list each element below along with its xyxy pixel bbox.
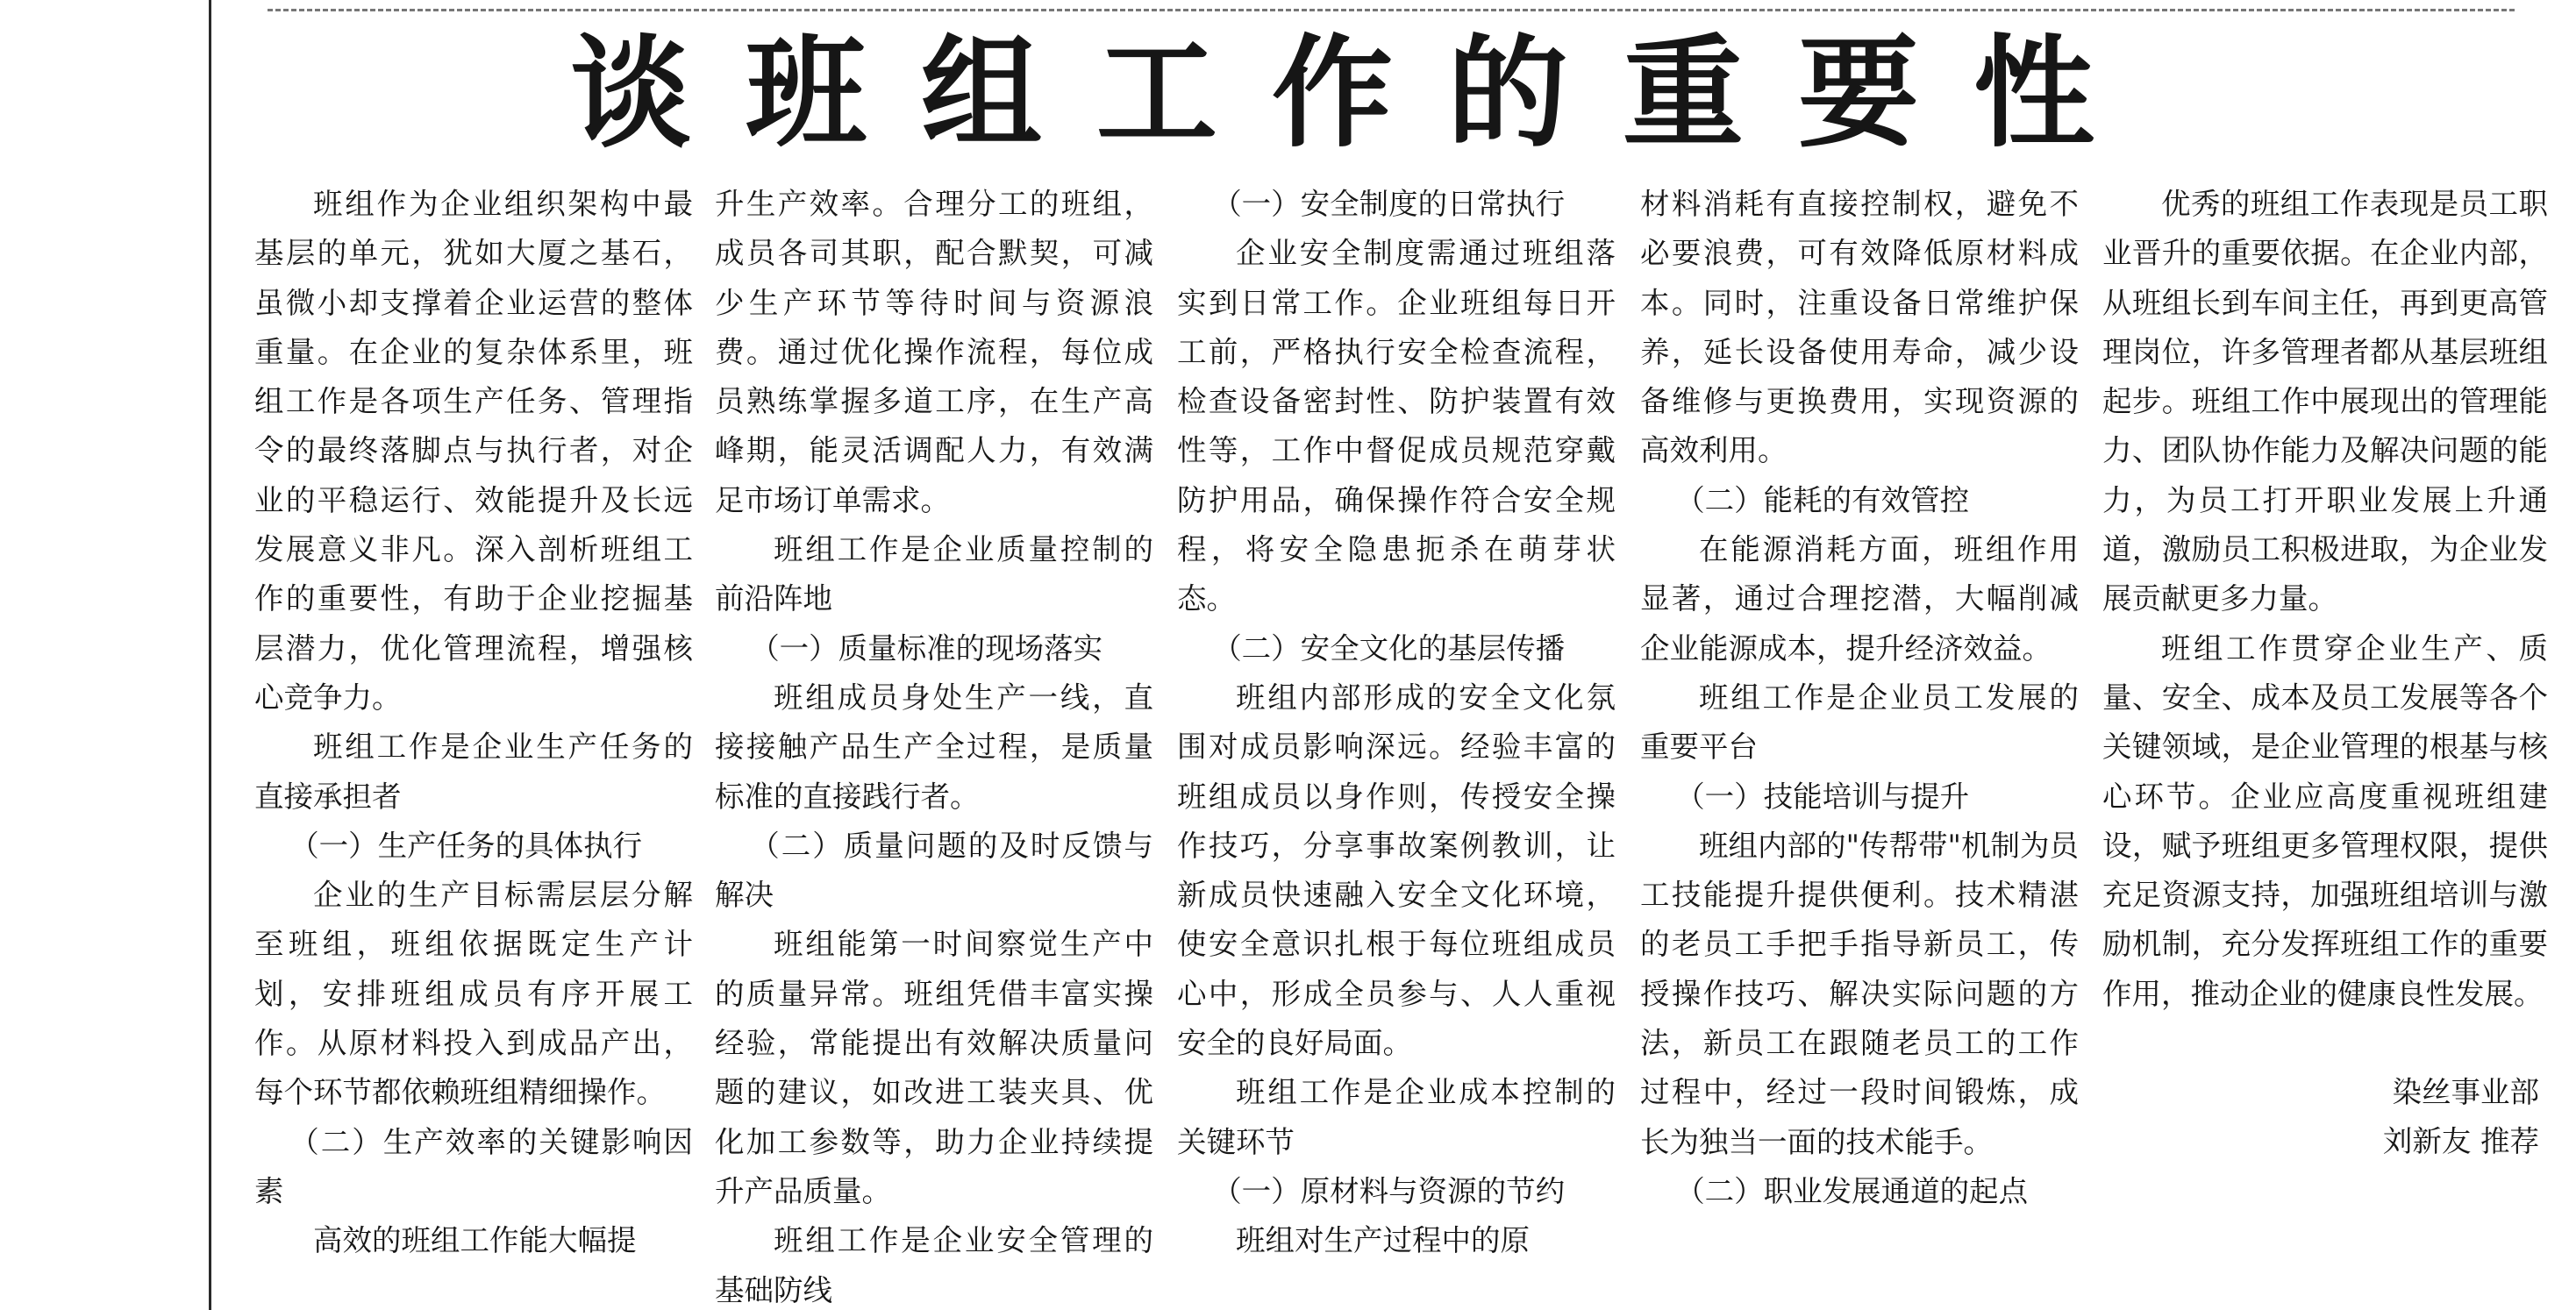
section-heading: 班组工作是企业员工发展的重要平台	[1640, 680, 2079, 765]
subsection-heading: （一）生产任务的具体执行	[289, 828, 643, 863]
paragraph: 班组成员身处生产一线，直接接触产品生产全过程，是质量标准的直接践行者。	[715, 680, 1153, 814]
paragraph: 班组工作贯穿企业生产、质量、安全、成本及员工发展等各个关键领域，是企业管理的根基与核心环节。企业应高度重视班组建设，赋予班组更多管理权限，提供充足资源支持，加强班组培训与激励机制，充分发挥班组工作的重要作用，推动企业的健康良性发展。	[2102, 630, 2548, 1011]
paragraph: 优秀的班组工作表现是员工职业晋升的重要依据。在企业内部，从班组长到车间主任，再到更高管理岗位，许多管理者都从基层班组起步。班组工作中展现出的管理能力、团队协作能力及解决问题的能力，为员工打开职业发展上升通道，激励员工积极进取，为企业发展贡献更多力量。	[2102, 187, 2548, 616]
paragraph-continued: 材料消耗有直接控制权，避免不必要浪费，可有效降低原材料成本。同时，注重设备日常维护保养，延长设备使用寿命，减少设备维修与更换费用，实现资源的高效利用。	[1640, 187, 2079, 468]
column-rule-left	[209, 0, 211, 1310]
article-column-4	[1640, 180, 2079, 1306]
article-column-5-body	[2102, 180, 2548, 1019]
subsection-heading: （二）安全文化的基层传播	[1212, 630, 1566, 666]
subsection-heading: （一）质量标准的现场落实	[750, 630, 1103, 666]
subsection-heading: （二）生产效率的关键影响因素	[254, 1124, 693, 1208]
section-heading: 班组工作是企业质量控制的前沿阵地	[715, 532, 1153, 616]
article-column-1	[254, 180, 693, 1306]
paragraph: 班组能第一时间察觉生产中的质量异常。班组凭借丰富实操经验，常能提出有效解决质量问题的建议，如改进工装夹具、优化加工参数等，助力企业持续提升产品质量。	[715, 927, 1153, 1208]
subsection-heading: （二）职业发展通道的起点	[1675, 1173, 2029, 1208]
paragraph: 高效的班组工作能大幅提	[313, 1223, 637, 1258]
paragraph: 企业的生产目标需层层分解至班组，班组依据既定生产计划，安排班组成员有序开展工作。从原材料投入到成品产出，每个环节都依赖班组精细操作。	[254, 878, 693, 1110]
paragraph: 班组内部的"传帮带"机制为员工技能提升提供便利。技术精湛的老员工手把手指导新员工，传授操作技巧、解决实际问题的方法，新员工在跟随老员工的工作过程中，经过一段时间锻炼，成长为独当一面的技术能手。	[1640, 828, 2079, 1159]
author-department: 染丝事业部	[2392, 1075, 2539, 1110]
paragraph-continued: 升生产效率。合理分工的班组，成员各司其职，配合默契，可减少生产环节等待时间与资源浪费。通过优化操作流程，每位成员熟练掌握多道工序，在生产高峰期，能灵活调配人力，有效满足市场订单需求。	[715, 187, 1153, 517]
article-title: 谈班组工作的重要性	[569, 21, 2149, 164]
section-heading: 班组工作是企业安全管理的基础防线	[715, 1223, 1153, 1306]
article-column-5	[2102, 180, 2548, 1306]
article-column-2	[715, 180, 1153, 1306]
section-heading: 班组工作是企业成本控制的关键环节	[1177, 1075, 1616, 1159]
section-heading: 班组工作是企业生产任务的直接承担者	[254, 730, 693, 814]
article-column-3	[1177, 180, 1616, 1306]
paragraph: 班组内部形成的安全文化氛围对成员影响深远。经验丰富的班组成员以身作则，传授安全操作技巧，分享事故案例教训，让新成员快速融入安全文化环境，使安全意识扎根于每位班组成员心中，形成全员参与、人人重视安全的良好局面。	[1177, 680, 1616, 1061]
paragraph: 班组作为企业组织架构中最基层的单元，犹如大厦之基石，虽微小却支撑着企业运营的整体重量。在企业的复杂体系里，班组工作是各项生产任务、管理指令的最终落脚点与执行者，对企业的平稳运行、效能提升及长远发展意义非凡。深入剖析班组工作的重要性，有助于企业挖掘基层潜力，优化管理流程，增强核心竞争力。	[254, 187, 693, 715]
top-dashed-rule	[268, 9, 2515, 11]
paragraph: 班组对生产过程中的原	[1236, 1223, 1530, 1258]
paragraph: 在能源消耗方面，班组作用显著，通过合理挖潜，大幅削减企业能源成本，提升经济效益。	[1640, 532, 2079, 666]
subsection-heading: （一）技能培训与提升	[1675, 779, 1970, 814]
subsection-heading: （一）安全制度的日常执行	[1212, 187, 1566, 221]
subsection-heading: （一）原材料与资源的节约	[1212, 1173, 1566, 1208]
paragraph: 企业安全制度需通过班组落实到日常工作。企业班组每日开工前，严格执行安全检查流程，检查设备密封性、防护装置有效性等，工作中督促成员规范穿戴防护用品，确保操作符合安全规程，将安全隐患扼杀在萌芽状态。	[1177, 236, 1616, 616]
subsection-heading: （二）能耗的有效管控	[1675, 482, 1970, 517]
author-recommender: 刘新友 推荐	[2382, 1124, 2539, 1159]
subsection-heading: （二）质量问题的及时反馈与解决	[715, 828, 1153, 913]
